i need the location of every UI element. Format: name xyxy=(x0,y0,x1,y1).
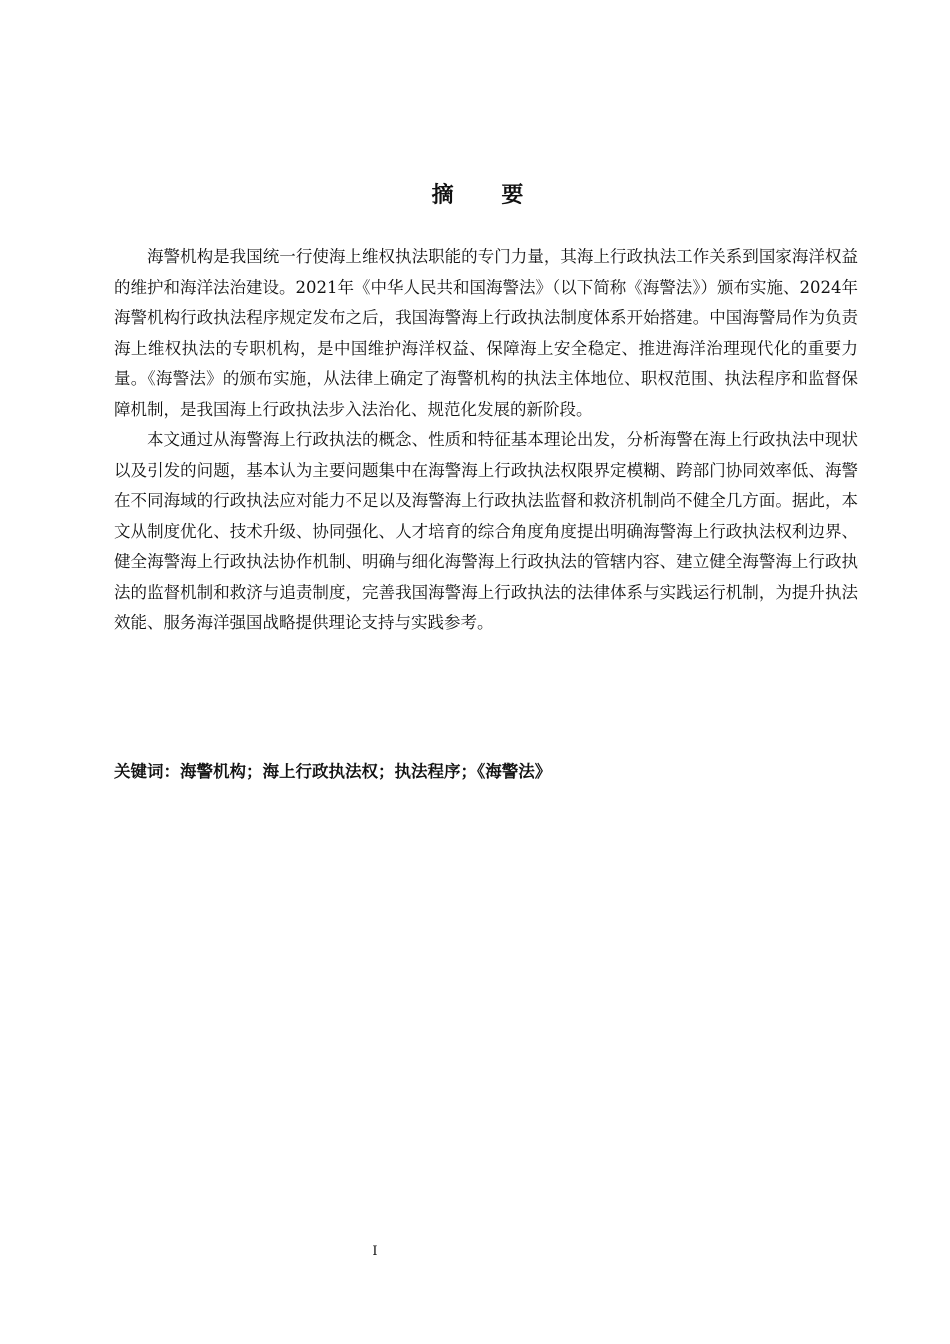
page-number: I xyxy=(372,1244,378,1259)
abstract-paragraph-1: 海警机构是我国统一行使海上维权执法职能的专门力量，其海上行政执法工作关系到国家海洋权益的维护和海洋法治建设。2021年《中华人民共和国海警法》（以下简称《海警法》）颁布实施、2024年海警机构行政执法程序规定发布之后，我国海警海上行政执法制度体系开始搭建。中国海警局作为负责海上维权执法的专职机构，是中国维护海洋权益、保障海上安全稳定、推进海洋治理现代化的重要力量。《海警法》的颁布实施，从法律上确定了海警机构的执法主体地位、职权范围、执法程序和监督保障机制，是我国海上行政执法步入法治化、规范化发展的新阶段。 xyxy=(114,247,858,419)
keywords-line: 关键词：海警机构；海上行政执法权；执法程序；《海警法》 xyxy=(114,762,552,781)
abstract-body xyxy=(114,242,858,639)
abstract-title: 摘 要 xyxy=(431,183,544,208)
abstract-paragraph-2: 本文通过从海警海上行政执法的概念、性质和特征基本理论出发，分析海警在海上行政执法中现状以及引发的问题，基本认为主要问题集中在海警海上行政执法权限界定模糊、跨部门协同效率低、海警在不同海域的行政执法应对能力不足以及海警海上行政执法监督和救济机制尚不健全几方面。据此，本文从制度优化、技术升级、协同强化、人才培育的综合角度角度提出明确海警海上行政执法权利边界、健全海警海上行政执法协作机制、明确与细化海警海上行政执法的管辖内容、建立健全海警海上行政执法的监督机制和救济与追责制度，完善我国海警海上行政执法的法律体系与实践运行机制，为提升执法效能、服务海洋强国战略提供理论支持与实践参考。 xyxy=(114,430,858,632)
